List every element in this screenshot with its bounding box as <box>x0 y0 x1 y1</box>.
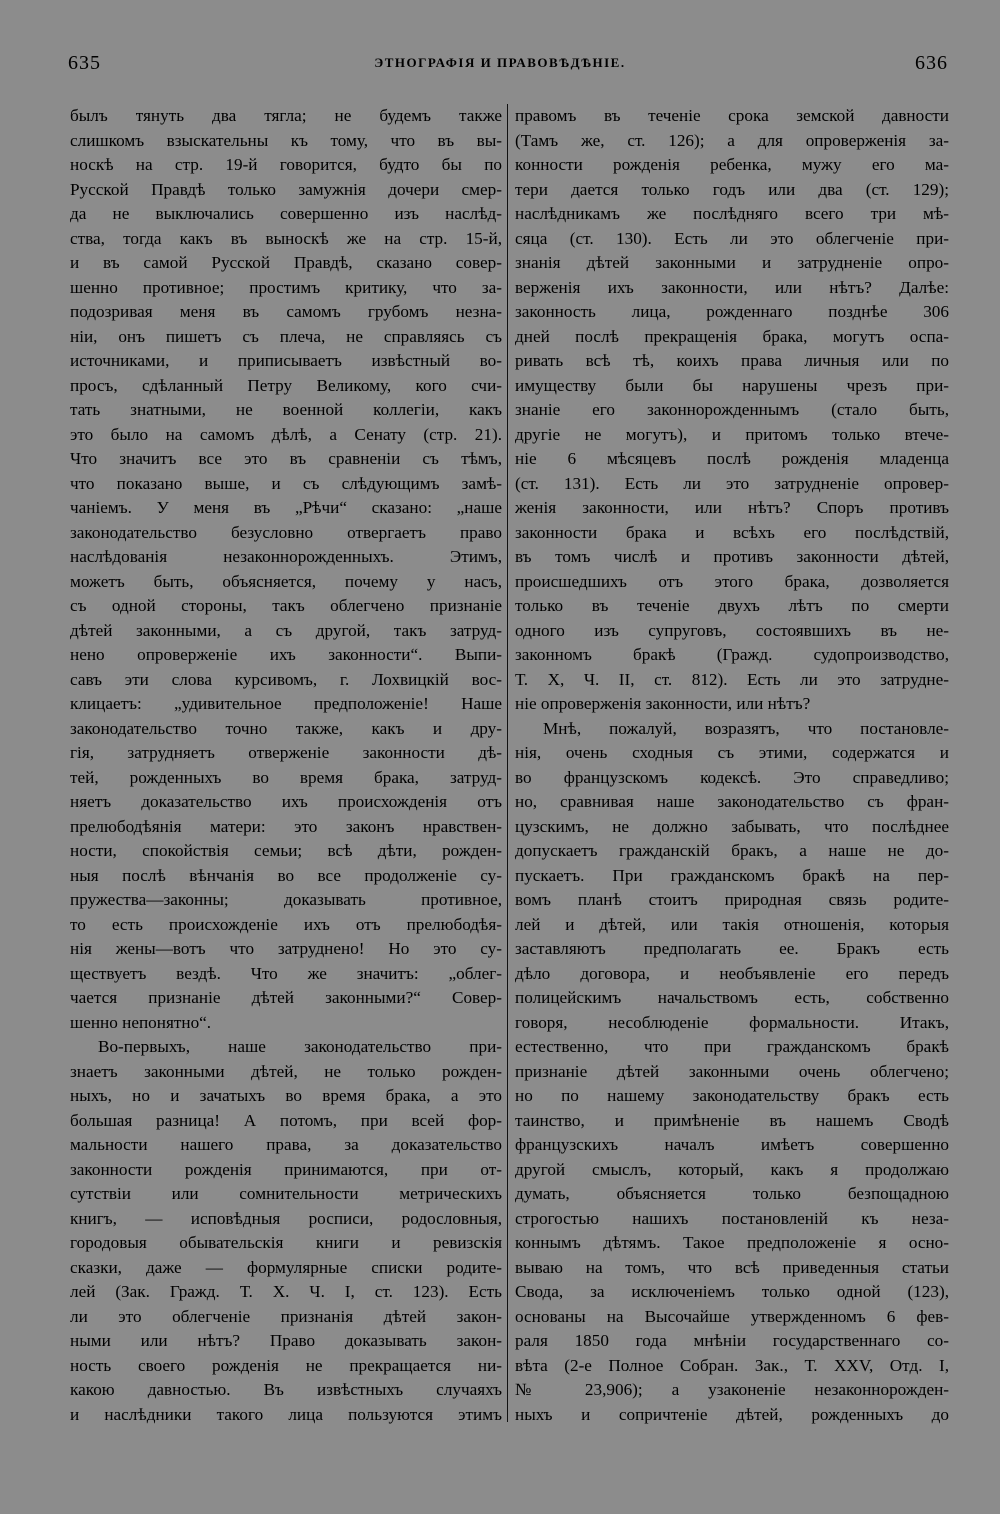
text-line: дѣтей законными, а съ другой, такъ затруд- <box>70 620 502 640</box>
text-line: да не выключались совершенно изъ наслѣд- <box>70 204 502 223</box>
text-line: шенно противное; простимъ критику, что за- <box>70 277 502 297</box>
text-line: ныя послѣ вѣнчанія во все продолженіе су- <box>70 865 502 885</box>
text-line: другой смыслъ, который, какъ я продолжаю <box>515 1159 949 1179</box>
text-line: носкѣ на стр. 19-й говорится, будто бы по <box>70 155 502 174</box>
text-line: и въ самой Русской Правдѣ, сказано совер- <box>70 253 502 272</box>
text-line: Во-первыхъ, наше законодательство при- <box>98 1037 502 1056</box>
text-line: одного изъ супруговъ, состоявшихъ въ не- <box>515 620 949 640</box>
text-line: ществуетъ вездѣ. Что же значитъ: „облег- <box>70 963 502 983</box>
running-header <box>0 52 1000 86</box>
text-line: ства, тогда какъ въ выноскѣ же на стр. 15-й, <box>70 228 502 248</box>
text-line: нія, очень сходныя съ этими, содержатся и <box>515 743 949 762</box>
page-number-right: 636 <box>915 52 948 74</box>
text-line: Свода, за исключеніемъ только одной (123), <box>515 1282 949 1301</box>
text-line: Что значитъ все это въ сравненіи съ тѣмъ, <box>70 449 502 468</box>
text-line: пускаетъ. При гражданскомъ бракѣ на пер- <box>515 865 949 885</box>
column-divider <box>507 104 508 1422</box>
text-line: верженія ихъ законности, или нѣтъ? Далѣе: <box>515 277 949 297</box>
text-line: знаніе его законнорожденнымъ (стало быть, <box>515 400 949 419</box>
text-line: законности рожденія принимаются, при от- <box>70 1159 502 1179</box>
text-line: коннымъ дѣтямъ. Такое предположеніе я осно- <box>515 1233 949 1252</box>
text-line: прелюбодѣянія матери: это законъ нравствен- <box>70 816 502 836</box>
text-line: законности брака и всѣхъ его послѣдствій, <box>515 522 949 542</box>
left-text-column <box>70 104 502 1427</box>
text-line: ности, спокойствія семьи; всѣ дѣти, рожден- <box>70 841 502 860</box>
text-line: вываю на томъ, что всѣ приведенныя статьи <box>515 1257 949 1277</box>
text-line: слишкомъ взыскательны къ тому, что въ вы- <box>70 130 502 150</box>
text-line: признаніе дѣтей законными очень облегчено; <box>515 1061 949 1081</box>
text-line: № 23,906); а узаконеніе незаконнорожден- <box>515 1380 949 1399</box>
text-line: раля 1850 года мнѣніи государственнаго со- <box>515 1331 949 1350</box>
text-line: дней послѣ прекращенія брака, могутъ оспа- <box>515 326 949 346</box>
text-line: французскихъ началъ имѣетъ совершенно <box>515 1135 949 1154</box>
text-line: тери дается только годъ или два (ст. 129); <box>515 179 949 199</box>
text-line: это было на самомъ дѣлѣ, а Сенату (стр. 21). <box>70 424 502 444</box>
text-line: полицейскимъ начальствомъ есть, собственно <box>515 988 949 1007</box>
text-line: клицаетъ: „удивительное предположеніе! Наше <box>70 694 502 713</box>
text-line: ніи, онъ пишетъ съ плеча, не справляясь съ <box>70 326 502 346</box>
text-line: законность лица, рожденнаго позднѣе 306 <box>515 302 949 321</box>
text-line: ли это облегченіе признанія дѣтей закон- <box>70 1306 502 1326</box>
text-line: допускаетъ гражданскій бракъ, а наше не до- <box>515 841 949 860</box>
text-line: женія законности, или нѣтъ? Споръ противъ <box>515 498 949 517</box>
text-line: знаетъ законными дѣтей, не только рожден- <box>70 1061 502 1081</box>
text-line: (Тамъ же, ст. 126); а для опроверженія за- <box>515 130 949 150</box>
text-line: думать, объясняется только безпощадною <box>515 1184 949 1203</box>
text-line: законодательство безусловно отвергаетъ право <box>70 522 502 542</box>
text-line: другіе не могутъ), и притомъ только втече- <box>515 424 949 444</box>
text-line: сяца (ст. 130). Есть ли это облегченіе при- <box>515 228 949 248</box>
text-line: заставляютъ предполагать ее. Бракъ есть <box>515 939 949 958</box>
text-line: нія жены—вотъ что затруднено! Но это су- <box>70 939 502 958</box>
text-line: что показано выше, и съ слѣдующимъ замѣ- <box>70 473 502 493</box>
text-line: какою давностью. Въ извѣстныхъ случаяхъ <box>70 1380 502 1399</box>
running-title: ЭТНОГРАФІЯ И ПРАВОВѢДѢНІЕ. <box>374 55 626 70</box>
text-line: ность своего рожденія не прекращается ни- <box>70 1355 502 1375</box>
text-line: только въ теченіе двухъ лѣтъ по смерти <box>515 596 949 615</box>
text-line: сказки, даже — формулярные списки родите- <box>70 1257 502 1277</box>
text-line: Т. X, Ч. II, ст. 812). Есть ли это затрудне- <box>515 669 949 689</box>
text-line: былъ тянуть два тягла; не будемъ также <box>70 106 502 125</box>
text-line: книгъ, — исповѣдныя росписи, родословныя, <box>70 1208 502 1228</box>
text-line: подозривая меня въ самомъ грубомъ незна- <box>70 302 502 321</box>
text-line: источниками, и приписываетъ извѣстный во- <box>70 351 502 370</box>
text-line: строгостью нашихъ постановленій къ неза- <box>515 1208 949 1228</box>
text-line: вомъ планѣ стоитъ природная связь родите- <box>515 890 949 909</box>
right-text-column <box>515 104 949 1427</box>
text-line: ныхъ и сопричтеніе дѣтей, рожденныхъ до <box>515 1404 949 1424</box>
text-line: гія, затрудняетъ отверженіе законности дѣ- <box>70 743 502 762</box>
text-line: во французскомъ кодексѣ. Это справедливо; <box>515 767 949 787</box>
text-line: ривать всѣ тѣ, коихъ права личныя или по <box>515 351 949 370</box>
text-line: пружества—законны; доказывать противное, <box>70 890 502 909</box>
text-line: знанія дѣтей законными и затрудненіе опро- <box>515 253 949 272</box>
text-line: чаніемъ. У меня въ „Рѣчи“ сказано: „наше <box>70 498 502 517</box>
text-line: правомъ въ теченіе срока земской давности <box>515 106 949 125</box>
text-line: мальности нашего права, за доказательство <box>70 1135 502 1154</box>
text-line: тей, рожденныхъ во время брака, затруд- <box>70 767 502 787</box>
text-line: можетъ быть, объясняется, почему у насъ, <box>70 571 502 591</box>
text-line: происшедшихъ отъ этого брака, дозволяется <box>515 571 949 591</box>
text-line: тать знатными, не военной коллегіи, какъ <box>70 400 502 419</box>
text-line: няетъ доказательство ихъ происхожденія отъ <box>70 792 502 811</box>
text-line: городовыя обывательскія книги и ревизскія <box>70 1233 502 1252</box>
text-line: таинство, и примѣненіе въ нашемъ Сводѣ <box>515 1110 949 1130</box>
text-line: наслѣдникамъ же послѣдняго всего три мѣ- <box>515 204 949 223</box>
text-line: ныхъ, но и зачатыхъ во время брака, а это <box>70 1086 502 1105</box>
text-line: законодательство точно также, какъ и дру- <box>70 718 502 738</box>
page-number-left: 635 <box>68 52 101 74</box>
text-line: ными или нѣтъ? Право доказывать закон- <box>70 1331 502 1350</box>
text-line: чается признаніе дѣтей законными?“ Совер- <box>70 988 502 1007</box>
text-line: и наслѣдники такого лица пользуются этимъ <box>70 1404 502 1424</box>
text-line: сутствіи или сомнительности метрическихъ <box>70 1184 502 1203</box>
text-line: основаны на Высочайше утвержденномъ 6 фев- <box>515 1306 949 1326</box>
text-line: просъ, сдѣланный Петру Великому, кого счи- <box>70 375 502 395</box>
text-line: но, сравнивая наше законодательство съ фран- <box>515 792 949 811</box>
text-line: цузскимъ, не должно забывать, что послѣднее <box>515 816 949 836</box>
text-line: дѣло договора, и необъявленіе его передъ <box>515 963 949 983</box>
text-line: то есть происхожденіе ихъ отъ прелюбодѣя- <box>70 914 502 934</box>
text-line: савъ эти слова курсивомъ, г. Лохвицкій вос- <box>70 669 502 689</box>
text-line: ніе опроверженія законности, или нѣтъ? <box>515 694 811 713</box>
text-line: имуществу были бы нарушены чрезъ при- <box>515 375 949 395</box>
text-line: лей (Зак. Гражд. Т. X. Ч. I, ст. 123). Есть <box>70 1282 502 1301</box>
text-line: большая разница! А потомъ, при всей фор- <box>70 1110 502 1130</box>
text-line: но по нашему законодательству бракъ есть <box>515 1086 949 1105</box>
text-line: лей и дѣтей, или такія отношенія, которыя <box>515 914 949 934</box>
text-line: Русской Правдѣ только замужнія дочери смер- <box>70 179 502 199</box>
text-line: въ томъ числѣ и противъ законности дѣтей, <box>515 547 949 566</box>
text-line: вѣта (2-е Полное Собран. Зак., Т. XXV, Отд. I, <box>515 1355 949 1375</box>
text-line: Мнѣ, пожалуй, возразятъ, что постановле- <box>543 718 949 738</box>
text-line: ніе 6 мѣсяцевъ послѣ рожденія младенца <box>515 449 949 468</box>
text-line: законномъ бракѣ (Гражд. судопроизводство, <box>515 645 949 664</box>
text-line: наслѣдованія незаконнорожденныхъ. Этимъ, <box>70 547 502 566</box>
text-line: естественно, что при гражданскомъ бракѣ <box>515 1037 949 1056</box>
text-line: шенно непонятно“. <box>70 1012 212 1032</box>
text-line: (ст. 131). Есть ли это затрудненіе опровер- <box>515 473 949 493</box>
text-line: нено опроверженіе ихъ законности“. Выпи- <box>70 645 502 664</box>
text-line: съ одной стороны, такъ облегчено признаніе <box>70 596 502 615</box>
text-line: говоря, несоблюденіе формальности. Итакъ, <box>515 1012 949 1032</box>
text-line: конности рожденія ребенка, мужу его ма- <box>515 155 949 174</box>
